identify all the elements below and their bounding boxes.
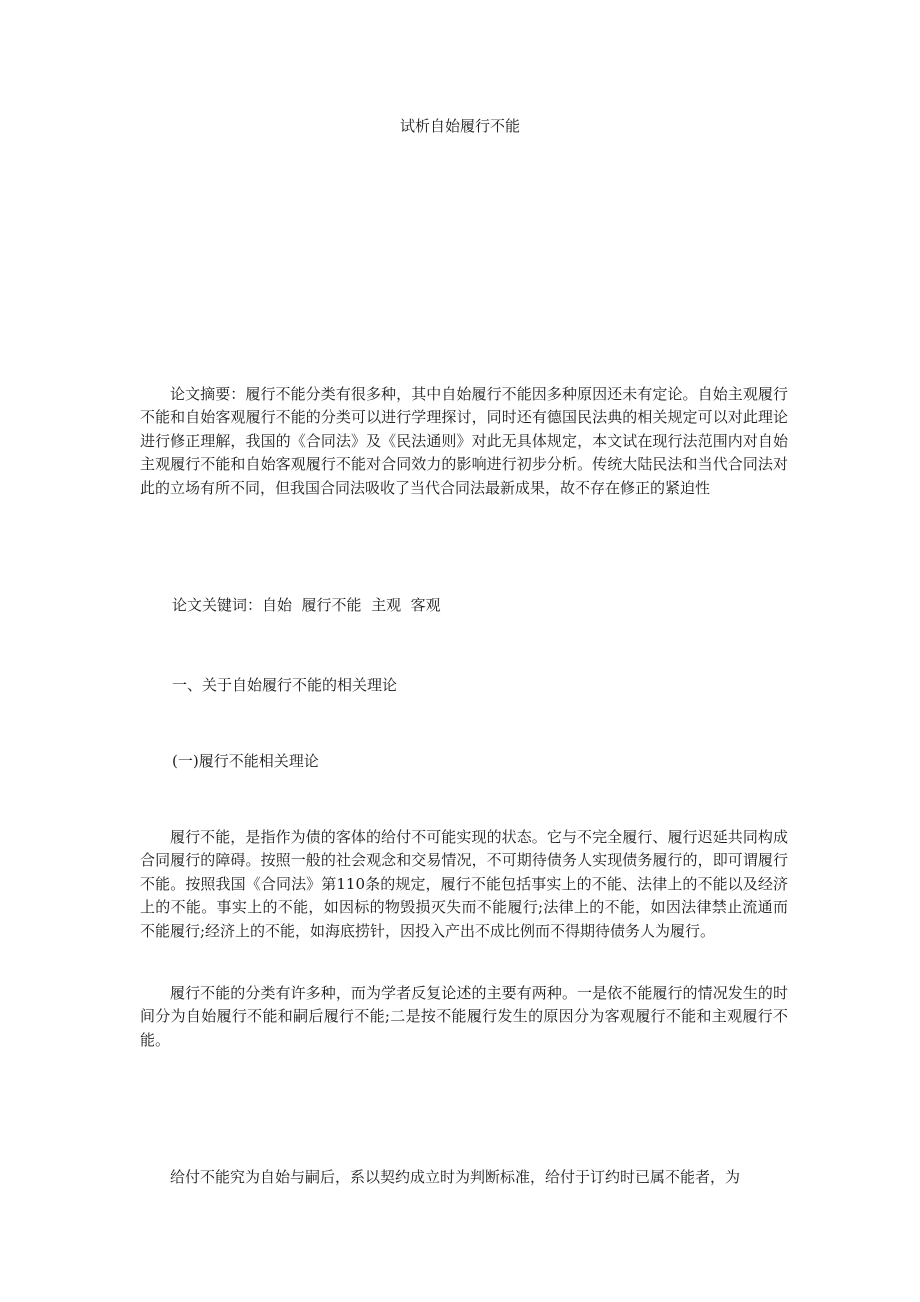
body-paragraph-1: 履行不能，是指作为债的客体的给付不可能实现的状态。它与不完全履行、履行迟延共同构成合同履行的障碍。按照一般的社会观念和交易情况，不可期待债务人实现债务履行的，即可谓履行不能。按照我国《合同法》第110条的规定，履行不能包括事实上的不能、法律上的不能以及经济上的不能。事实上的不能，如因标的物毁损灭失而不能履行;法律上的不能，如因法律禁止流通而不能履行;经济上的不能，如海底捞针，因投入产出不成比例而不得期待债务人为履行。 (140, 828, 788, 940)
body-paragraph-3: 给付不能究为自始与嗣后，系以契约成立时为判断标准，给付于订约时已属不能者，为 (170, 1168, 741, 1186)
body-paragraph-2: 履行不能的分类有许多种，而为学者反复论述的主要有两种。一是依不能履行的情况发生的时间分为自始履行不能和嗣后履行不能;二是按不能履行发生的原因分为客观履行不能和主观履行不能。 (140, 984, 788, 1049)
keywords-line: 论文关键词：自始 履行不能 主观 客观 (172, 596, 441, 614)
section-heading: 一、关于自始履行不能的相关理论 (172, 676, 398, 694)
document-title: 试析自始履行不能 (399, 117, 520, 135)
abstract-paragraph: 论文摘要：履行不能分类有很多种，其中自始履行不能因多种原因还未有定论。自始主观履行不能和自始客观履行不能的分类可以进行学理探讨，同时还有德国民法典的相关规定可以对此理论进行修正理解，我国的《合同法》及《民法通则》对此无具体规定，本文试在现行法范围内对自始主观履行不能和自始客观履行不能对合同效力的影响进行初步分析。传统大陆民法和当代合同法对此的立场有所不同，但我国合同法吸收了当代合同法最新成果，故不存在修正的紧迫性 (140, 385, 788, 497)
subsection-heading: (一)履行不能相关理论 (172, 752, 319, 770)
